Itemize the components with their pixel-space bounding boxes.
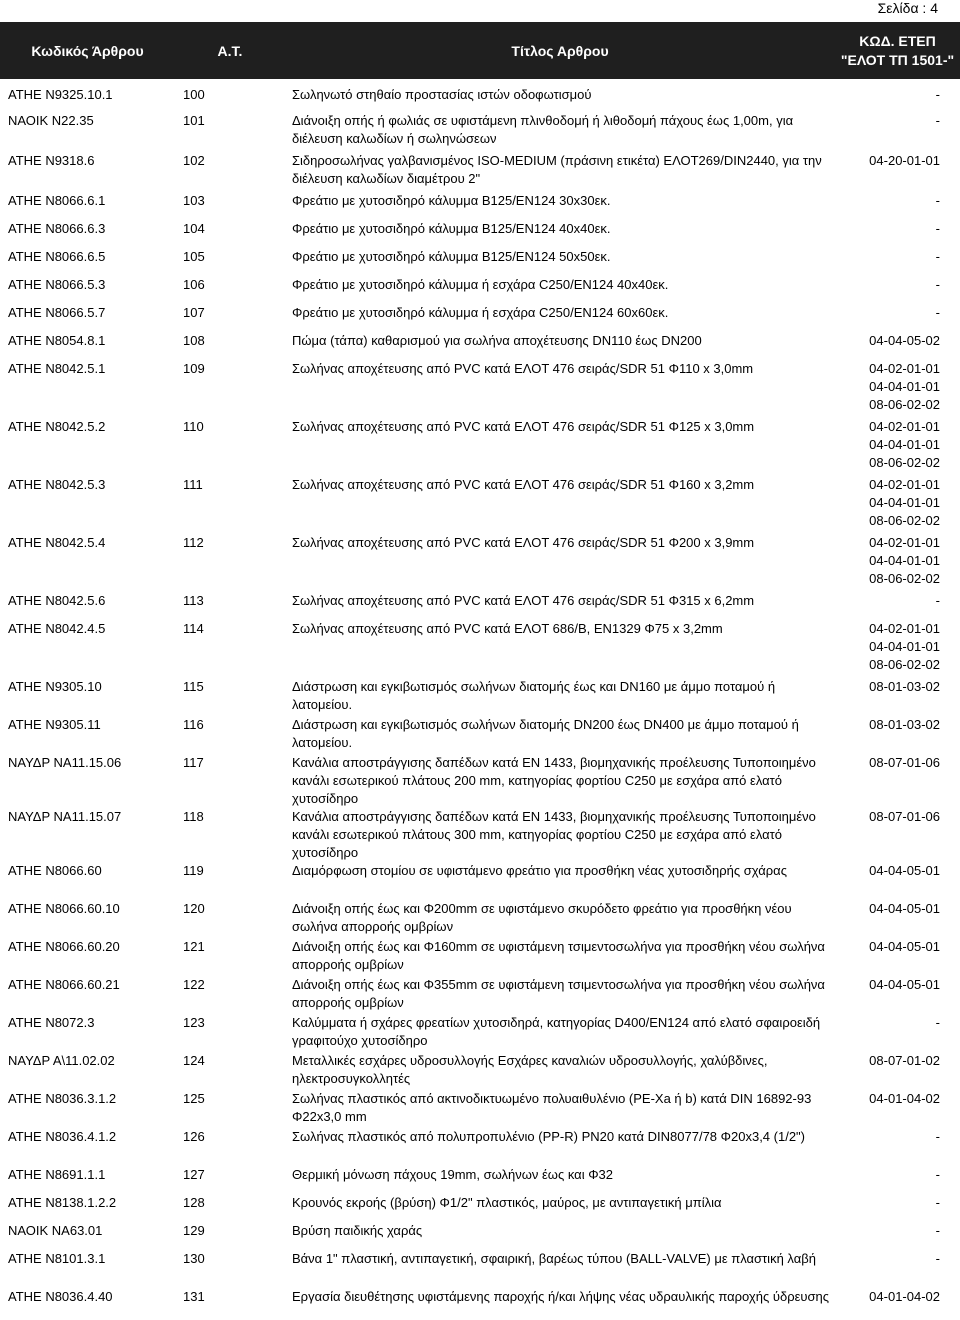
row-etep-code: - (935, 1167, 940, 1182)
row-article-title: Διαμόρφωση στομίου σε υφιστάμενο φρεάτιο για προσθήκη νέας χυτοσιδηρής σχάρας (292, 863, 787, 878)
row-etep-code: 04-04-05-02 (869, 333, 940, 348)
row-at: 114 (183, 621, 204, 636)
row-article-title: Διάνοιξη οπής ή φωλιάς σε υφιστάμενη πλινθοδομή ή λιθοδομή πάχους έως 1,00m, για διέλευση καλωδίων ή σωληνώσεων (292, 113, 794, 146)
row-etep-code: 08-01-03-02 (869, 679, 940, 694)
row-article-title: Σωλήνας αποχέτευσης από PVC κατά ΕΛΟΤ 476 σειράς/SDR 51 Φ110 x 3,0mm (292, 361, 754, 376)
header-at: Α.Τ. (217, 42, 243, 59)
row-article-title: Φρεάτιο με χυτοσιδηρό κάλυμμα ή εσχάρα C250/ΕΝ124 60x60εκ. (292, 305, 669, 320)
row-article-code: ΝΑΥΔΡ ΝΑ11.15.07 (8, 809, 122, 824)
row-article-title: Κρουνός εκροής (βρύση) Φ1/2" πλαστικός, μαύρος, με αντιπαγετική μπίλια (292, 1195, 722, 1210)
row-article-code: ΑΤΗΕ Ν9305.10 (8, 679, 102, 694)
row-at: 131 (183, 1289, 205, 1304)
row-etep-code: 04-02-01-01 04-04-01-01 08-06-02-02 (869, 621, 940, 672)
row-article-code: ΝΑΥΔΡ Α\11.02.02 (8, 1053, 115, 1068)
row-at: 124 (183, 1053, 205, 1068)
row-etep-code: - (935, 193, 940, 208)
row-at: 108 (183, 333, 205, 348)
row-at: 120 (183, 901, 205, 916)
row-article-code: ΑΤΗΕ Ν8066.60.21 (8, 977, 120, 992)
row-at: 104 (183, 221, 205, 236)
row-article-code: ΑΤΗΕ Ν8042.4.5 (8, 621, 106, 636)
row-article-title: Καλύμματα ή σχάρες φρεατίων χυτοσιδηρά, κατηγορίας D400/ΕΝ124 από ελατό σφαιροειδή γραφιτούχο χυτοσίδηρο (292, 1015, 821, 1048)
row-article-code: ΑΤΗΕ Ν8066.5.7 (8, 305, 106, 320)
row-etep-code: 04-02-01-01 04-04-01-01 08-06-02-02 (869, 535, 940, 586)
row-article-title: Φρεάτιο με χυτοσιδηρό κάλυμμα Β125/ΕΝ124 30x30εκ. (292, 193, 611, 208)
row-article-title: Σωλήνας αποχέτευσης από PVC κατά ΕΛΟΤ 476 σειράς/SDR 51 Φ160 x 3,2mm (292, 477, 755, 492)
row-etep-code: - (935, 113, 940, 128)
row-at: 107 (183, 305, 205, 320)
row-article-title: Διάνοιξη οπής έως και Φ355mm σε υφιστάμενη τσιμεντοσωλήνα για προσθήκη νέου σωλήνα απορροής ομβρίων (292, 977, 825, 1010)
row-article-title: Διάστρωση και εγκιβωτισμός σωλήνων διατομής DN200 έως DN400 με άμμο ποταμού ή λατομείου. (292, 717, 799, 750)
row-at: 112 (183, 535, 204, 550)
row-at: 115 (183, 679, 204, 694)
row-etep-code: 08-07-01-06 (869, 809, 940, 824)
row-at: 123 (183, 1015, 205, 1030)
row-article-code: ΑΤΗΕ Ν8066.60 (8, 863, 102, 878)
row-etep-code: - (935, 1251, 940, 1266)
row-etep-code: - (935, 593, 940, 608)
row-at: 102 (183, 153, 205, 168)
row-article-code: ΑΤΗΕ Ν8036.4.40 (8, 1289, 113, 1304)
row-article-title: Φρεάτιο με χυτοσιδηρό κάλυμμα ή εσχάρα C250/ΕΝ124 40x40εκ. (292, 277, 669, 292)
row-etep-code: 04-20-01-01 (869, 153, 940, 168)
row-article-code: ΑΤΗΕ Ν8066.6.1 (8, 193, 106, 208)
row-article-code: ΑΤΗΕ Ν9325.10.1 (8, 87, 113, 102)
row-etep-code: - (935, 249, 940, 264)
table-header (0, 22, 960, 79)
row-at: 128 (183, 1195, 205, 1210)
row-article-code: ΑΤΗΕ Ν9318.6 (8, 153, 95, 168)
row-at: 109 (183, 361, 205, 376)
row-at: 111 (183, 477, 203, 492)
row-etep-code: - (935, 1195, 940, 1210)
row-etep-code: - (935, 277, 940, 292)
row-at: 130 (183, 1251, 205, 1266)
row-article-title: Σωλήνας πλαστικός από πολυπροπυλένιο (PP-R) PN20 κατά DIN8077/78 Φ20x3,4 (1/2") (292, 1129, 805, 1144)
row-article-title: Σωλήνας αποχέτευσης από PVC κατά ΕΛΟΤ 476 σειράς/SDR 51 Φ315 x 6,2mm (292, 593, 755, 608)
row-article-code: ΑΤΗΕ Ν8042.5.4 (8, 535, 106, 550)
row-article-title: Σωληνωτό στηθαίο προστασίας ιστών οδοφωτισμού (292, 87, 592, 102)
row-at: 106 (183, 277, 205, 292)
row-etep-code: - (935, 87, 940, 102)
row-at: 119 (183, 863, 204, 878)
row-at: 126 (183, 1129, 205, 1144)
row-at: 118 (183, 809, 204, 824)
row-at: 103 (183, 193, 205, 208)
row-article-code: ΑΤΗΕ Ν8066.60.20 (8, 939, 120, 954)
row-article-code: ΝΑΟΙΚ ΝΑ63.01 (8, 1223, 103, 1238)
row-at: 125 (183, 1091, 205, 1106)
row-article-code: ΑΤΗΕ Ν8072.3 (8, 1015, 95, 1030)
row-article-title: Σιδηροσωλήνας γαλβανισμένος ISO-MEDIUM (πράσινη ετικέτα) ΕΛΟΤ269/DIN2440, για την διέλευση καλωδίων διαμέτρου 2" (292, 153, 822, 186)
row-etep-code: - (935, 1015, 940, 1030)
row-article-title: Κανάλια αποστράγγισης δαπέδων κατά ΕΝ 1433, βιομηχανικής προέλευσης Τυποποιημένο κανάλι εσωτερικού πλάτους 200 mm, κατηγορίας φορτίου C250 με εσχάρα από ελατό χυτοσίδηρο (292, 755, 816, 806)
row-etep-code: - (935, 1223, 940, 1238)
row-etep-code: 04-01-04-02 (869, 1289, 940, 1304)
row-etep-code: - (935, 221, 940, 236)
row-article-title: Θερμική μόνωση πάχους 19mm, σωλήνων έως και Φ32 (292, 1167, 614, 1182)
row-article-code: ΑΤΗΕ Ν8042.5.6 (8, 593, 106, 608)
row-at: 105 (183, 249, 205, 264)
row-at: 122 (183, 977, 205, 992)
row-etep-code: 04-04-05-01 (869, 901, 940, 916)
row-at: 117 (183, 755, 204, 770)
row-article-code: ΑΤΗΕ Ν8066.60.10 (8, 901, 120, 916)
row-etep-code: 04-04-05-01 (869, 977, 940, 992)
row-article-code: ΑΤΗΕ Ν8101.3.1 (8, 1251, 106, 1266)
row-article-title: Βρύση παιδικής χαράς (292, 1223, 423, 1238)
row-article-title: Πώμα (τάπα) καθαρισμού για σωλήνα αποχέτευσης DN110 έως DN200 (292, 333, 702, 348)
row-article-code: ΝΑΥΔΡ ΝΑ11.15.06 (8, 755, 122, 770)
header-etep-line1: ΚΩΔ. ΕΤΕΠ (859, 32, 936, 49)
row-article-code: ΑΤΗΕ Ν8036.3.1.2 (8, 1091, 117, 1106)
row-etep-code: 04-04-05-01 (869, 939, 940, 954)
row-article-code: ΑΤΗΕ Ν8036.4.1.2 (8, 1129, 117, 1144)
row-etep-code: 08-07-01-06 (869, 755, 940, 770)
row-article-code: ΑΤΗΕ Ν8066.6.5 (8, 249, 106, 264)
header-etep-line2: "ΕΛΟΤ ΤΠ 1501-" (840, 51, 955, 68)
row-etep-code: 04-02-01-01 04-04-01-01 08-06-02-02 (869, 361, 940, 412)
row-article-title: Σωλήνας αποχέτευσης από PVC κατά ΕΛΟΤ 686/Β, ΕΝ1329 Φ75 x 3,2mm (292, 621, 723, 636)
row-at: 113 (183, 593, 204, 608)
row-article-title: Διάνοιξη οπής έως και Φ160mm σε υφιστάμενη τσιμεντοσωλήνα για προσθήκη νέου σωλήνα απορροής ομβρίων (292, 939, 825, 972)
row-etep-code: 04-02-01-01 04-04-01-01 08-06-02-02 (869, 419, 940, 470)
row-article-title: Εργασία διευθέτησης υφιστάμενης παροχής ή/και λήψης νέας υδραυλικής παροχής ύδρευσης (292, 1289, 830, 1304)
row-article-code: ΑΤΗΕ Ν8042.5.3 (8, 477, 106, 492)
row-etep-code: 04-01-04-02 (869, 1091, 940, 1106)
row-article-code: ΑΤΗΕ Ν8138.1.2.2 (8, 1195, 117, 1210)
row-etep-code: 08-07-01-02 (869, 1053, 940, 1068)
row-etep-code: - (935, 1129, 940, 1144)
page-number: Σελίδα : 4 (877, 0, 938, 16)
row-at: 121 (183, 939, 205, 954)
row-article-title: Φρεάτιο με χυτοσιδηρό κάλυμμα Β125/ΕΝ124 40x40εκ. (292, 221, 611, 236)
row-at: 110 (183, 419, 204, 434)
row-article-code: ΑΤΗΕ Ν9305.11 (8, 717, 101, 732)
header-article-title: Τίτλος Αρθρου (511, 42, 609, 59)
row-article-code: ΑΤΗΕ Ν8066.6.3 (8, 221, 106, 236)
row-at: 100 (183, 87, 205, 102)
row-etep-code: 04-04-05-01 (869, 863, 940, 878)
row-article-title: Σωλήνας αποχέτευσης από PVC κατά ΕΛΟΤ 476 σειράς/SDR 51 Φ200 x 3,9mm (292, 535, 755, 550)
row-article-code: ΑΤΗΕ Ν8042.5.1 (8, 361, 106, 376)
row-article-code: ΑΤΗΕ Ν8066.5.3 (8, 277, 106, 292)
row-article-title: Κανάλια αποστράγγισης δαπέδων κατά ΕΝ 1433, βιομηχανικής προέλευσης Τυποποιημένο κανάλι εσωτερικού πλάτους 300 mm, κατηγορίας φορτίου C250 με εσχάρα από ελατό χυτοσίδηρο (292, 809, 816, 860)
header-article-code: Κωδικός Άρθρου (31, 42, 144, 59)
row-at: 101 (183, 113, 205, 128)
row-article-code: ΝΑΟΙΚ Ν22.35 (8, 113, 94, 128)
row-article-title: Διάνοιξη οπής έως και Φ200mm σε υφιστάμενο σκυρόδετο φρεάτιο για προσθήκη νέου σωλήνα απορροής ομβρίων (292, 901, 792, 934)
row-article-title: Βάνα 1" πλαστική, αντιπαγετική, σφαιρική, βαρέως τύπου (BALL-VALVE) με πλαστική λαβή (292, 1251, 816, 1266)
row-article-title: Μεταλλικές εσχάρες υδροσυλλογής Εσχάρες καναλιών υδροσυλλογής, χαλύβδινες, ηλεκτροσυγκολλητές (292, 1053, 768, 1086)
row-etep-code: - (935, 305, 940, 320)
row-etep-code: 08-01-03-02 (869, 717, 940, 732)
row-article-code: ΑΤΗΕ Ν8691.1.1 (8, 1167, 106, 1182)
row-article-title: Σωλήνας αποχέτευσης από PVC κατά ΕΛΟΤ 476 σειράς/SDR 51 Φ125 x 3,0mm (292, 419, 755, 434)
row-article-title: Διάστρωση και εγκιβωτισμός σωλήνων διατομής έως και DN160 με άμμο ποταμού ή λατομείου. (292, 679, 776, 712)
row-at: 127 (183, 1167, 205, 1182)
row-article-title: Φρεάτιο με χυτοσιδηρό κάλυμμα Β125/ΕΝ124 50x50εκ. (292, 249, 611, 264)
row-article-code: ΑΤΗΕ Ν8042.5.2 (8, 419, 106, 434)
row-etep-code: 04-02-01-01 04-04-01-01 08-06-02-02 (869, 477, 940, 528)
row-article-code: ΑΤΗΕ Ν8054.8.1 (8, 333, 106, 348)
header-etep-code (835, 22, 960, 79)
row-article-title: Σωλήνας πλαστικός από ακτινοδικτυωμένο πολυαιθυλένιο (PE-Xa ή b) κατά DIN 16892-93 Φ22x3,0 mm (292, 1091, 812, 1124)
row-at: 129 (183, 1223, 205, 1238)
row-at: 116 (183, 717, 204, 732)
